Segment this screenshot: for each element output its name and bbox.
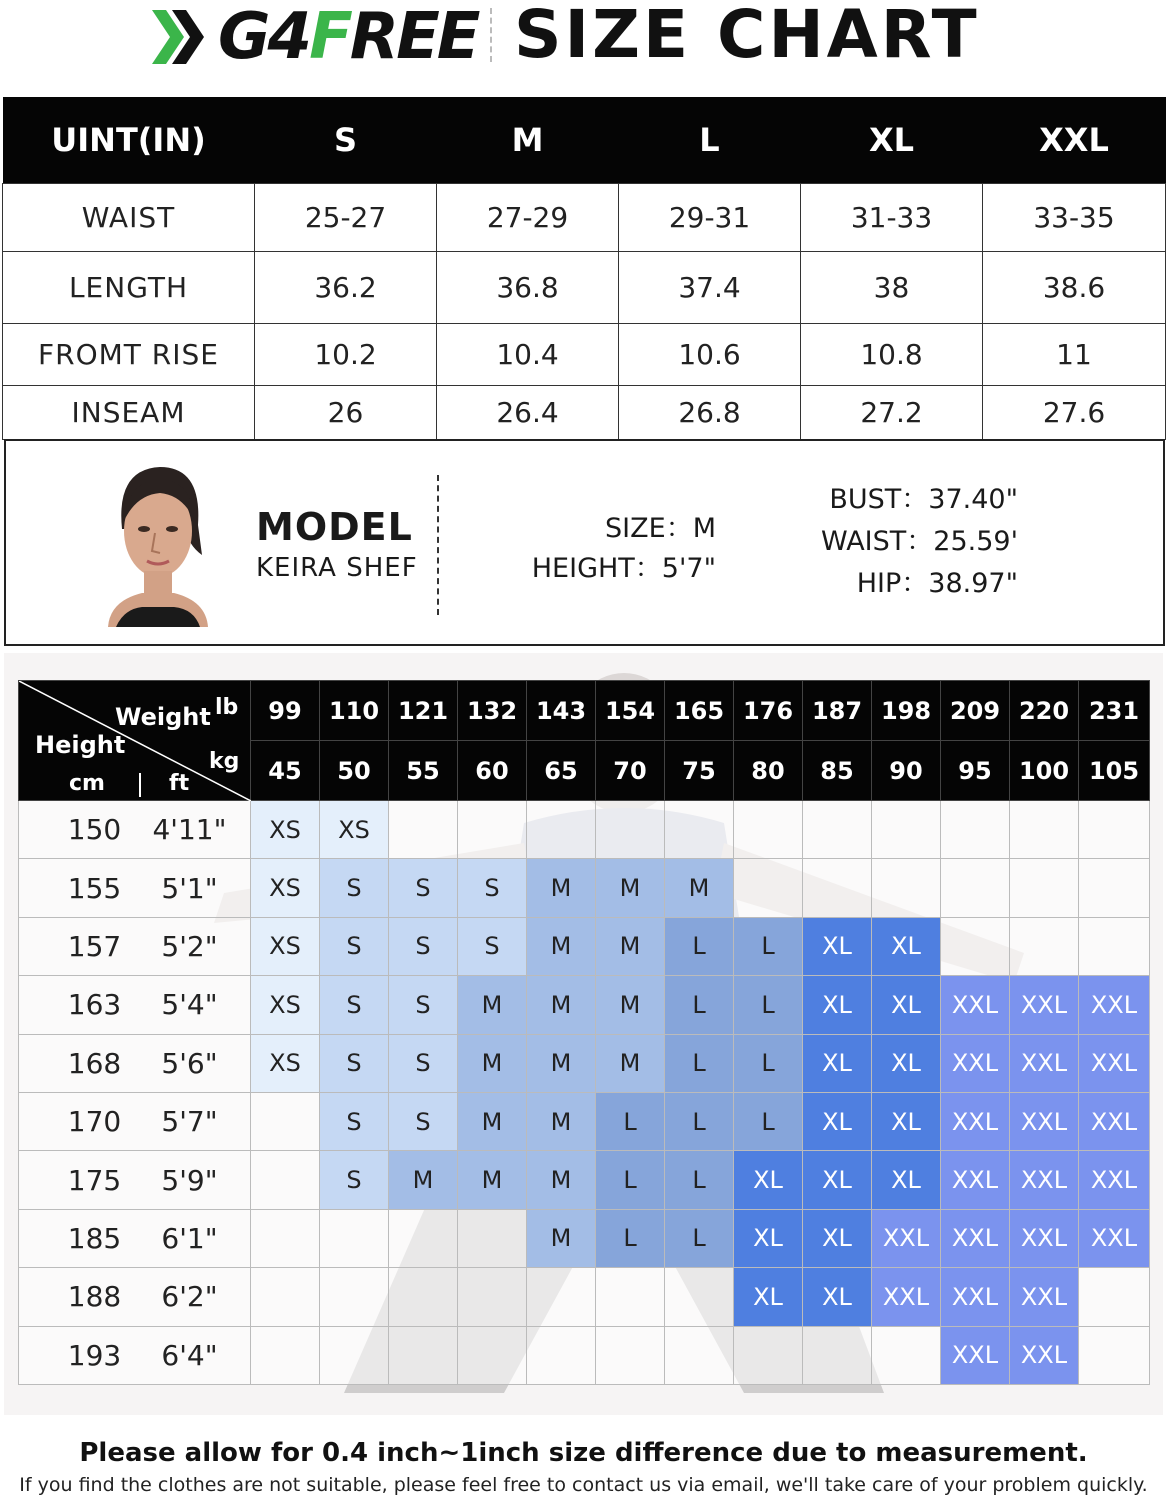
table-cell: 11	[983, 323, 1166, 385]
size-cell	[872, 859, 941, 917]
table-row	[19, 1209, 1150, 1267]
column-header: L	[619, 97, 801, 183]
size-cell: XXL	[941, 976, 1010, 1034]
contact-note: If you find the clothes are not suitable, please feel free to contact us via email, we'll take care of your problem quickly.	[19, 1474, 1148, 1496]
size-difference-note: Please allow for 0.4 inch~1inch size difference due to measurement.	[79, 1438, 1088, 1468]
height-label: Height	[35, 731, 126, 759]
table-row	[19, 801, 1150, 859]
table-cell: 10.2	[255, 323, 437, 385]
size-cell	[665, 1268, 734, 1326]
size-cell: XXL	[1079, 1092, 1150, 1150]
size-cell: XXL	[1010, 1151, 1079, 1209]
table-cell: 31-33	[801, 183, 983, 251]
size-cell: S	[320, 917, 389, 975]
height-cell	[19, 1092, 251, 1150]
size-cell: M	[527, 1151, 596, 1209]
table-row	[3, 251, 1166, 323]
size-table	[2, 97, 1166, 440]
size-cell: XS	[251, 917, 320, 975]
height-cm: 188	[67, 1280, 122, 1314]
lb-header: 198	[872, 681, 941, 741]
size-cell	[1079, 1268, 1150, 1326]
header	[0, 0, 1167, 96]
ft-unit-label: ft	[169, 771, 190, 796]
size-cell: M	[665, 859, 734, 917]
lb-header: 132	[458, 681, 527, 741]
table-cell: 10.4	[437, 323, 619, 385]
height-ft: 5'6"	[161, 1046, 218, 1080]
size-cell	[527, 1268, 596, 1326]
size-cell	[1010, 859, 1079, 917]
size-cell: XXL	[1079, 1209, 1150, 1267]
size-cell	[1079, 801, 1150, 859]
kg-header: 100	[1010, 741, 1079, 801]
height-cell	[19, 1268, 251, 1326]
size-cell: L	[734, 1034, 803, 1092]
size-cell	[734, 801, 803, 859]
size-cell: XXL	[1010, 1326, 1079, 1384]
height-cm: 170	[67, 1105, 122, 1139]
size-cell: S	[389, 1034, 458, 1092]
size-cell: M	[527, 1209, 596, 1267]
table-cell: 27-29	[437, 183, 619, 251]
size-cell: M	[527, 1092, 596, 1150]
kg-header: 75	[665, 741, 734, 801]
size-cell: L	[665, 917, 734, 975]
height-cell	[19, 1326, 251, 1384]
size-cell	[527, 801, 596, 859]
lb-header: 220	[1010, 681, 1079, 741]
brand-logo	[150, 0, 478, 74]
size-cell: M	[527, 1034, 596, 1092]
table-cell: 36.2	[255, 251, 437, 323]
height-ft: 6'2"	[161, 1280, 218, 1314]
height-cell	[19, 859, 251, 917]
size-cell	[320, 1209, 389, 1267]
size-cell: XL	[803, 976, 872, 1034]
size-cell: M	[458, 1092, 527, 1150]
kg-unit-label: kg	[209, 749, 240, 774]
size-cell: XXL	[1079, 976, 1150, 1034]
lb-header: 176	[734, 681, 803, 741]
height-cm: 168	[67, 1046, 122, 1080]
model-bust: BUST：37.40"	[829, 484, 1018, 515]
kg-header: 80	[734, 741, 803, 801]
table-row	[3, 385, 1166, 439]
size-cell	[1010, 917, 1079, 975]
size-cell: XXL	[1079, 1034, 1150, 1092]
size-cell: XL	[872, 1034, 941, 1092]
height-ft: 5'2"	[161, 929, 218, 963]
height-cell	[19, 917, 251, 975]
row-label: INSEAM	[3, 385, 255, 439]
lb-header: 99	[251, 681, 320, 741]
size-cell: S	[458, 917, 527, 975]
size-cell: L	[665, 1151, 734, 1209]
lb-header: 110	[320, 681, 389, 741]
size-cell	[458, 1326, 527, 1384]
table-row	[3, 183, 1166, 251]
size-cell	[941, 801, 1010, 859]
size-cell: M	[458, 1034, 527, 1092]
height-ft: 4'11"	[152, 813, 227, 847]
size-cell	[941, 859, 1010, 917]
size-cell	[596, 801, 665, 859]
size-cell: XL	[803, 1092, 872, 1150]
size-cell: XL	[803, 1209, 872, 1267]
table-cell: 26.8	[619, 385, 801, 439]
size-cell	[458, 1268, 527, 1326]
size-cell	[389, 1326, 458, 1384]
lb-header: 231	[1079, 681, 1150, 741]
table-cell: 27.6	[983, 385, 1166, 439]
kg-header: 50	[320, 741, 389, 801]
height-cm: 163	[67, 988, 122, 1022]
size-cell	[1010, 801, 1079, 859]
height-cell	[19, 1034, 251, 1092]
size-cell: S	[389, 976, 458, 1034]
column-header: M	[437, 97, 619, 183]
size-cell: S	[320, 976, 389, 1034]
lb-header: 187	[803, 681, 872, 741]
table-cell: 29-31	[619, 183, 801, 251]
size-cell: XL	[803, 1151, 872, 1209]
size-cell	[596, 1326, 665, 1384]
size-cell: XL	[872, 1092, 941, 1150]
height-ft: 5'9"	[161, 1163, 218, 1197]
size-cell: XL	[803, 1268, 872, 1326]
size-cell	[389, 801, 458, 859]
size-cell	[458, 1209, 527, 1267]
height-ft: 5'7"	[161, 1105, 218, 1139]
size-cell	[320, 1326, 389, 1384]
size-cell	[872, 801, 941, 859]
size-cell	[734, 859, 803, 917]
lb-unit-label: lb	[215, 695, 239, 720]
table-cell: 38	[801, 251, 983, 323]
height-cm: 150	[67, 813, 122, 847]
size-cell: L	[665, 976, 734, 1034]
column-header: S	[255, 97, 437, 183]
height-cell	[19, 1151, 251, 1209]
height-cm: 155	[67, 871, 122, 905]
fit-grid-table	[18, 680, 1150, 1385]
size-cell: L	[665, 1092, 734, 1150]
size-cell: S	[458, 859, 527, 917]
size-cell: M	[596, 917, 665, 975]
size-cell: XXL	[941, 1034, 1010, 1092]
page-title: SIZE CHART	[514, 0, 980, 73]
size-cell: L	[665, 1209, 734, 1267]
brand-chevron-icon	[150, 6, 212, 68]
lb-header: 165	[665, 681, 734, 741]
size-cell: XXL	[1010, 1092, 1079, 1150]
table-row	[19, 1092, 1150, 1150]
size-cell	[527, 1326, 596, 1384]
size-cell	[251, 1092, 320, 1150]
row-label: LENGTH	[3, 251, 255, 323]
size-cell: XXL	[872, 1209, 941, 1267]
size-cell: M	[527, 859, 596, 917]
size-cell: XXL	[872, 1268, 941, 1326]
size-cell	[251, 1209, 320, 1267]
size-cell: L	[596, 1092, 665, 1150]
size-cell: XL	[734, 1268, 803, 1326]
lb-header: 143	[527, 681, 596, 741]
table-cell: 25-27	[255, 183, 437, 251]
model-title: MODEL	[256, 505, 413, 549]
table-cell: 27.2	[801, 385, 983, 439]
kg-header: 95	[941, 741, 1010, 801]
size-cell: S	[389, 1092, 458, 1150]
height-ft: 6'1"	[161, 1221, 218, 1255]
table-row	[19, 1268, 1150, 1326]
size-cell	[458, 801, 527, 859]
column-header: UINT(IN)	[3, 97, 255, 183]
size-cell	[251, 1268, 320, 1326]
size-cell: XXL	[1010, 1209, 1079, 1267]
size-cell: L	[665, 1034, 734, 1092]
table-row	[19, 859, 1150, 917]
size-cell	[251, 1151, 320, 1209]
height-ft: 5'1"	[161, 871, 218, 905]
height-cell	[19, 801, 251, 859]
size-cell: S	[389, 859, 458, 917]
kg-header: 70	[596, 741, 665, 801]
size-cell	[1079, 1326, 1150, 1384]
size-cell: XXL	[941, 1209, 1010, 1267]
size-cell: XXL	[1079, 1151, 1150, 1209]
unit-divider	[139, 773, 141, 797]
model-measurements	[786, 479, 1018, 605]
size-cell: S	[320, 1092, 389, 1150]
lb-header: 121	[389, 681, 458, 741]
size-cell	[389, 1268, 458, 1326]
size-cell	[872, 1326, 941, 1384]
kg-header: 45	[251, 741, 320, 801]
kg-header: 65	[527, 741, 596, 801]
size-cell: M	[596, 859, 665, 917]
height-cell	[19, 976, 251, 1034]
table-row	[19, 1151, 1150, 1209]
size-cell: XXL	[941, 1092, 1010, 1150]
size-cell	[803, 859, 872, 917]
cm-unit-label: cm	[69, 771, 105, 796]
lb-header-row	[19, 681, 1150, 741]
size-cell: XS	[251, 1034, 320, 1092]
size-cell	[941, 917, 1010, 975]
size-cell	[803, 1326, 872, 1384]
table-cell: 36.8	[437, 251, 619, 323]
size-cell: L	[734, 976, 803, 1034]
size-cell	[665, 801, 734, 859]
height-cell	[19, 1209, 251, 1267]
kg-header: 55	[389, 741, 458, 801]
table-cell: 33-35	[983, 183, 1166, 251]
size-cell	[803, 801, 872, 859]
size-cell: M	[389, 1151, 458, 1209]
size-cell	[251, 1326, 320, 1384]
size-cell: L	[596, 1151, 665, 1209]
table-cell: 26.4	[437, 385, 619, 439]
size-table-header	[3, 97, 1166, 183]
table-row	[19, 917, 1150, 975]
kg-header: 105	[1079, 741, 1150, 801]
height-ft: 6'4"	[161, 1338, 218, 1372]
size-cell: S	[320, 1034, 389, 1092]
size-cell	[389, 1209, 458, 1267]
lb-header: 209	[941, 681, 1010, 741]
kg-header: 85	[803, 741, 872, 801]
lb-header: 154	[596, 681, 665, 741]
size-cell	[1079, 859, 1150, 917]
model-size-info	[506, 509, 716, 589]
height-cm: 157	[67, 929, 122, 963]
size-cell: M	[527, 976, 596, 1034]
model-waist: WAIST：25.59'	[820, 526, 1018, 557]
kg-header: 60	[458, 741, 527, 801]
size-cell: L	[734, 917, 803, 975]
model-name: KEIRA SHEF	[256, 553, 418, 583]
size-cell: XL	[872, 917, 941, 975]
size-cell: XS	[320, 801, 389, 859]
table-row	[19, 1034, 1150, 1092]
row-label: WAIST	[3, 183, 255, 251]
size-cell: XL	[734, 1151, 803, 1209]
size-cell: S	[320, 859, 389, 917]
table-cell: 10.8	[801, 323, 983, 385]
grid-corner-header	[19, 681, 251, 801]
size-cell	[734, 1326, 803, 1384]
table-cell: 37.4	[619, 251, 801, 323]
size-cell: XL	[872, 976, 941, 1034]
size-cell: XXL	[1010, 976, 1079, 1034]
model-info-box	[4, 439, 1165, 646]
size-cell: XS	[251, 859, 320, 917]
kg-header: 90	[872, 741, 941, 801]
height-cm: 175	[67, 1163, 122, 1197]
column-header: XXL	[983, 97, 1166, 183]
height-cm: 185	[67, 1221, 122, 1255]
size-cell: XXL	[1010, 1268, 1079, 1326]
size-cell: M	[458, 1151, 527, 1209]
size-cell: M	[596, 1034, 665, 1092]
size-cell: S	[320, 1151, 389, 1209]
height-cm: 193	[67, 1338, 122, 1372]
table-row	[3, 323, 1166, 385]
model-height: HEIGHT：5'7"	[531, 553, 716, 584]
brand-letter-accent: F	[309, 0, 350, 74]
size-cell: M	[527, 917, 596, 975]
size-cell	[596, 1268, 665, 1326]
size-cell: S	[389, 917, 458, 975]
size-cell: XL	[803, 1034, 872, 1092]
size-cell: XS	[251, 801, 320, 859]
fit-grid-body	[19, 801, 1150, 1385]
column-header: XL	[801, 97, 983, 183]
table-cell: 38.6	[983, 251, 1166, 323]
size-cell: XXL	[941, 1268, 1010, 1326]
model-hip: HIP：38.97"	[856, 568, 1018, 599]
table-cell: 10.6	[619, 323, 801, 385]
model-portrait	[102, 459, 214, 627]
model-divider	[437, 475, 439, 615]
weight-label: Weight	[115, 703, 211, 731]
size-cell: M	[458, 976, 527, 1034]
size-cell: XXL	[1010, 1034, 1079, 1092]
height-ft: 5'4"	[161, 988, 218, 1022]
size-cell: XXL	[941, 1151, 1010, 1209]
size-cell: XS	[251, 976, 320, 1034]
table-row	[19, 1326, 1150, 1384]
size-cell	[1079, 917, 1150, 975]
brand-name: G4FREE	[218, 0, 478, 74]
size-cell: XL	[734, 1209, 803, 1267]
size-cell: XL	[803, 917, 872, 975]
size-cell: XXL	[941, 1326, 1010, 1384]
size-cell: L	[596, 1209, 665, 1267]
row-label: FROMT RISE	[3, 323, 255, 385]
size-cell	[320, 1268, 389, 1326]
header-divider	[490, 8, 492, 62]
table-cell: 26	[255, 385, 437, 439]
table-row	[19, 976, 1150, 1034]
model-size: SIZE：M	[605, 513, 716, 544]
size-cell: L	[734, 1092, 803, 1150]
size-cell	[665, 1326, 734, 1384]
size-cell: M	[596, 976, 665, 1034]
size-cell: XL	[872, 1151, 941, 1209]
